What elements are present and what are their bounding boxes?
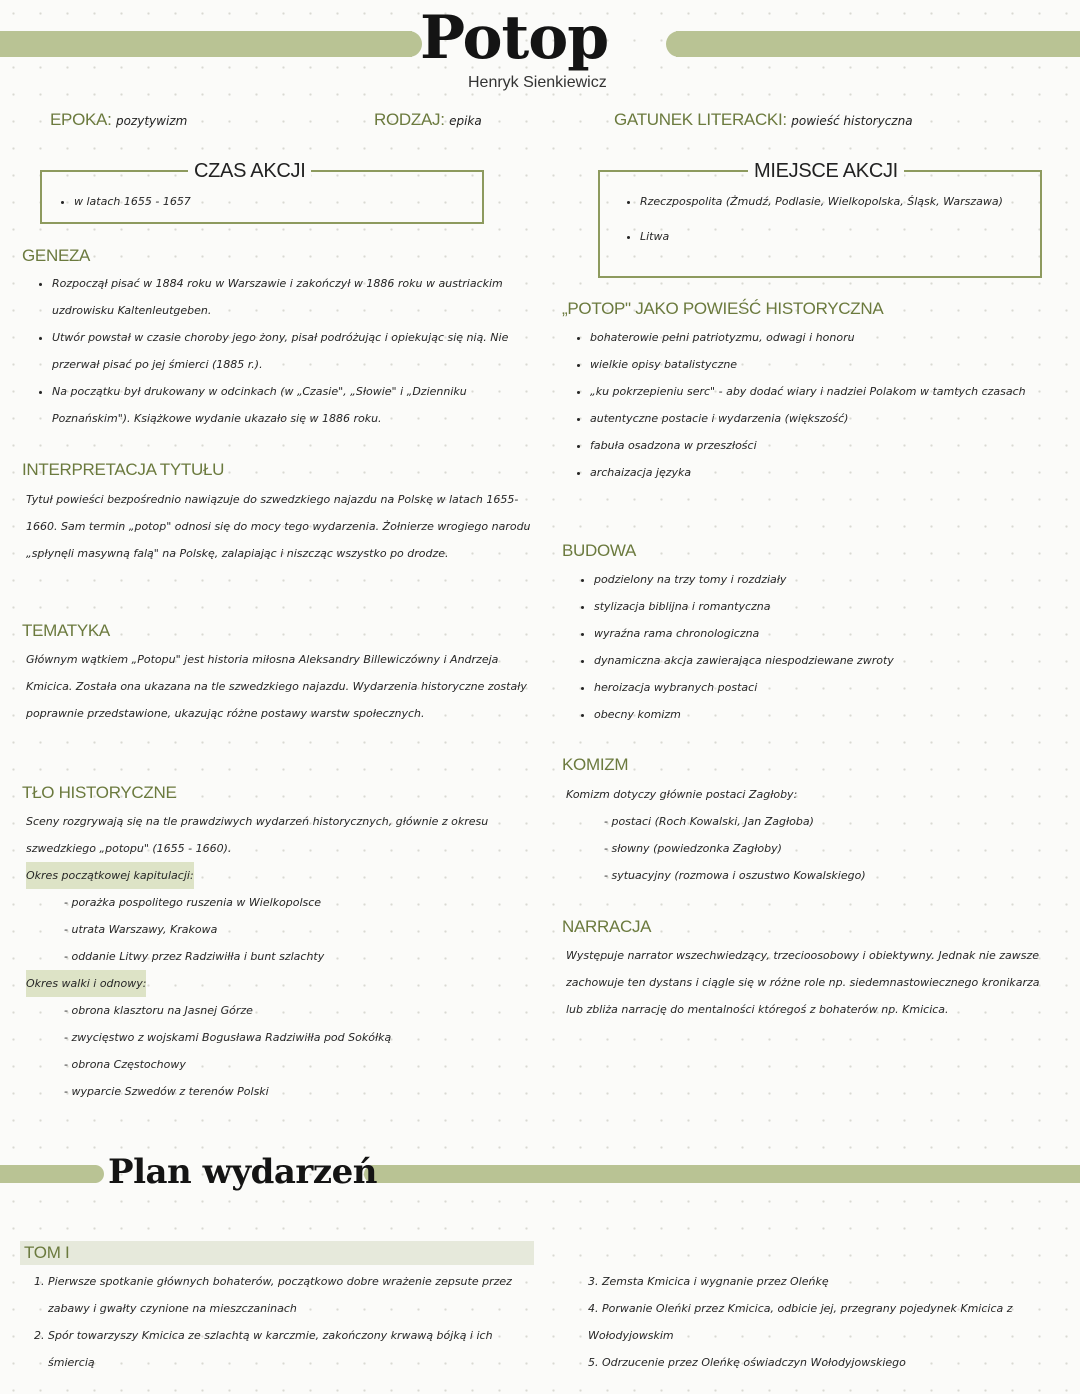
miejsce-akcji-content (624, 188, 1024, 250)
header-band-right-cap (666, 31, 692, 57)
tlo-intro: Sceny rozgrywają się na tle prawdziwych wydarzeń historycznych, głównie z okresu szwedzkiego „potopu" (1655 - 1660). (26, 815, 489, 855)
historyczna-item-3: • „ku pokrzepieniu serc" - aby dodać wiary i nadziei Polakom w tamtych czasach (590, 378, 1064, 405)
tom-heading: TOM I (24, 1243, 70, 1262)
plan-title: Plan wydarzeń (108, 1152, 377, 1192)
page-subtitle-author: Henryk Sienkiewicz (468, 74, 607, 91)
czas-akcji-title: CZAS AKCJI (188, 160, 311, 183)
miejsce-akcji-item-2: • Litwa (640, 223, 1024, 250)
tlo-okres-1: Okres początkowej kapitulacji: (26, 862, 194, 889)
miejsce-akcji-item-1: • Rzeczpospolita (Żmudź, Podlasie, Wielkopolska, Śląsk, Warszawa) (640, 188, 1024, 215)
historyczna-item-5: • fabuła osadzona w przeszłości (590, 432, 1064, 459)
komizm-intro: Komizm dotyczy głównie postaci Zagłoby: (566, 788, 798, 801)
plan-item-2: 2. Spór towarzyszy Kmicica ze szlachtą w karczmie, zakończony krwawą bójką i ich śmiercią (48, 1322, 538, 1376)
budowa-heading: BUDOWA (562, 541, 637, 560)
gatunek-label: GATUNEK LITERACKI: (614, 110, 787, 129)
budowa-item-2: • stylizacja biblijna i romantyczna (594, 593, 1058, 620)
budowa-item-1: • podzielony na trzy tomy i rozdziały (594, 566, 1058, 593)
header-band-right (676, 31, 1080, 57)
komizm-content (566, 781, 1056, 889)
tom-bar (20, 1241, 534, 1265)
komizm-item-2: - słowny (powiedzonka Zagłoby) (604, 842, 782, 855)
budowa-item-3: • wyraźna rama chronologiczna (594, 620, 1058, 647)
historyczna-item-4: • autentyczne postacie i wydarzenia (większość) (590, 405, 1064, 432)
meta-gatunek (614, 110, 913, 130)
tlo-okres-2: Okres walki i odnowy: (26, 970, 146, 997)
plan-item-1: 1. Pierwsze spotkanie głównych bohaterów, początkowo dobre wrażenie zepsute przez zabawy i gwałty czynione na mieszczaninach (48, 1268, 538, 1322)
interpretacja-heading: INTERPRETACJA TYTUŁU (22, 460, 225, 479)
epoka-value: pozytywizm (115, 114, 188, 128)
plan-right-list (588, 1268, 1068, 1376)
epoka-label: EPOKA: (50, 110, 112, 129)
komizm-item-1: - postaci (Roch Kowalski, Jan Zagłoba) (604, 815, 814, 828)
tlo-okres-2-item-4: - wyparcie Szwedów z terenów Polski (64, 1085, 269, 1098)
plan-item-4: 4. Porwanie Oleńki przez Kmicica, odbicie jej, przegrany pojedynek Kmicica z Wołodyjowskim (588, 1302, 1013, 1342)
narracja-heading: NARRACJA (562, 917, 652, 936)
gatunek-value: powieść historyczna (791, 114, 913, 128)
rodzaj-value: epika (449, 114, 482, 128)
tlo-okres-2-item-3: - obrona Częstochowy (64, 1058, 186, 1071)
tlo-okres-1-item-2: - utrata Warszawy, Krakowa (64, 923, 218, 936)
geneza-list (36, 270, 536, 432)
geneza-item-3: • Na początku był drukowany w odcinkach (w „Czasie", „Słowie" i „Dzienniku Poznańskim"). Książkowe wydanie ukazało się w 1886 roku. (52, 378, 536, 432)
tematyka-text: Głównym wątkiem „Potopu" jest historia miłosna Aleksandry Billewiczówny i Andrzeja Kmicica. Została ona ukazana na tle szwedzkiego najazdu. Wydarzenia historyczne zostały poprawnie przedstawione, ukazując różne postawy warstw społecznych. (26, 653, 527, 720)
plan-band-left-cap (86, 1165, 104, 1183)
header-band-left-cap (396, 31, 422, 57)
meta-rodzaj (374, 110, 482, 130)
page-title: Potop (420, 3, 609, 73)
budowa-list (578, 566, 1058, 728)
interpretacja-text: Tytuł powieści bezpośrednio nawiązuje do szwedzkiego najazdu na Polskę w latach 1655-1660. Sam termin „potop" odnosi się do mocy tego wydarzenia. Żołnierze wrogiego narodu „spłynęli masywną falą" na Polskę, zalapiając i niszcząc wszystko po drodze. (26, 493, 531, 560)
tematyka-heading: TEMATYKA (22, 621, 110, 640)
geneza-item-1: • Rozpoczął pisać w 1884 roku w Warszawie i zakończył w 1886 roku w austriackim uzdrowisku Kaltenleutgeben. (52, 270, 536, 324)
historyczna-item-2: • wielkie opisy batalistyczne (590, 351, 1064, 378)
tlo-okres-2-item-2: - zwycięstwo z wojskami Bogusława Radziwiłła pod Sokółką (64, 1031, 392, 1044)
budowa-item-6: • obecny komizm (594, 701, 1058, 728)
komizm-heading: KOMIZM (562, 755, 629, 774)
historyczna-heading: „POTOP" JAKO POWIEŚĆ HISTORYCZNA (562, 299, 884, 318)
tlo-content (26, 808, 536, 1105)
tlo-heading: TŁO HISTORYCZNE (22, 783, 177, 802)
plan-left-list (28, 1268, 538, 1376)
budowa-item-5: • heroizacja wybranych postaci (594, 674, 1058, 701)
czas-akcji-item: • w latach 1655 - 1657 (74, 188, 458, 215)
historyczna-list (574, 324, 1064, 486)
plan-band-right (372, 1165, 1080, 1183)
historyczna-item-1: • bohaterowie pełni patriotyzmu, odwagi i honoru (590, 324, 1064, 351)
historyczna-item-6: • archaizacja języka (590, 459, 1064, 486)
narracja-text: Występuje narrator wszechwiedzący, trzecioosobowy i obiektywny. Jednak nie zawsze zachowuje ten dystans i ciągle się w różne role np. siedemnastowiecznego kronikarza lub zbliża narrację do mentalności któregoś z bohaterów np. Kmicica. (566, 949, 1040, 1016)
geneza-item-2: • Utwór powstał w czasie choroby jego żony, pisał podróżując i opiekując się nią. Nie przerwał pisać po jej śmierci (1885 r.). (52, 324, 536, 378)
plan-item-5: 5. Odrzucenie przez Oleńkę oświadczyn Wołodyjowskiego (588, 1356, 906, 1369)
header-band-left (0, 31, 412, 57)
plan-item-3: 3. Zemsta Kmicica i wygnanie przez Oleńkę (588, 1275, 829, 1288)
budowa-item-4: • dynamiczna akcja zawierająca niespodziewane zwroty (594, 647, 1058, 674)
tlo-okres-2-item-1: - obrona klasztoru na Jasnej Górze (64, 1004, 253, 1017)
miejsce-akcji-title: MIEJSCE AKCJI (748, 160, 904, 183)
plan-band-left (0, 1165, 96, 1183)
meta-epoka (50, 110, 187, 130)
tlo-okres-1-item-3: - oddanie Litwy przez Radziwiłła i bunt szlachty (64, 950, 325, 963)
komizm-item-3: - sytuacyjny (rozmowa i oszustwo Kowalskiego) (604, 869, 866, 882)
rodzaj-label: RODZAJ: (374, 110, 445, 129)
czas-akcji-content (58, 188, 458, 215)
tlo-okres-1-item-1: - porażka pospolitego ruszenia w Wielkopolsce (64, 896, 322, 909)
geneza-heading: GENEZA (22, 246, 91, 265)
